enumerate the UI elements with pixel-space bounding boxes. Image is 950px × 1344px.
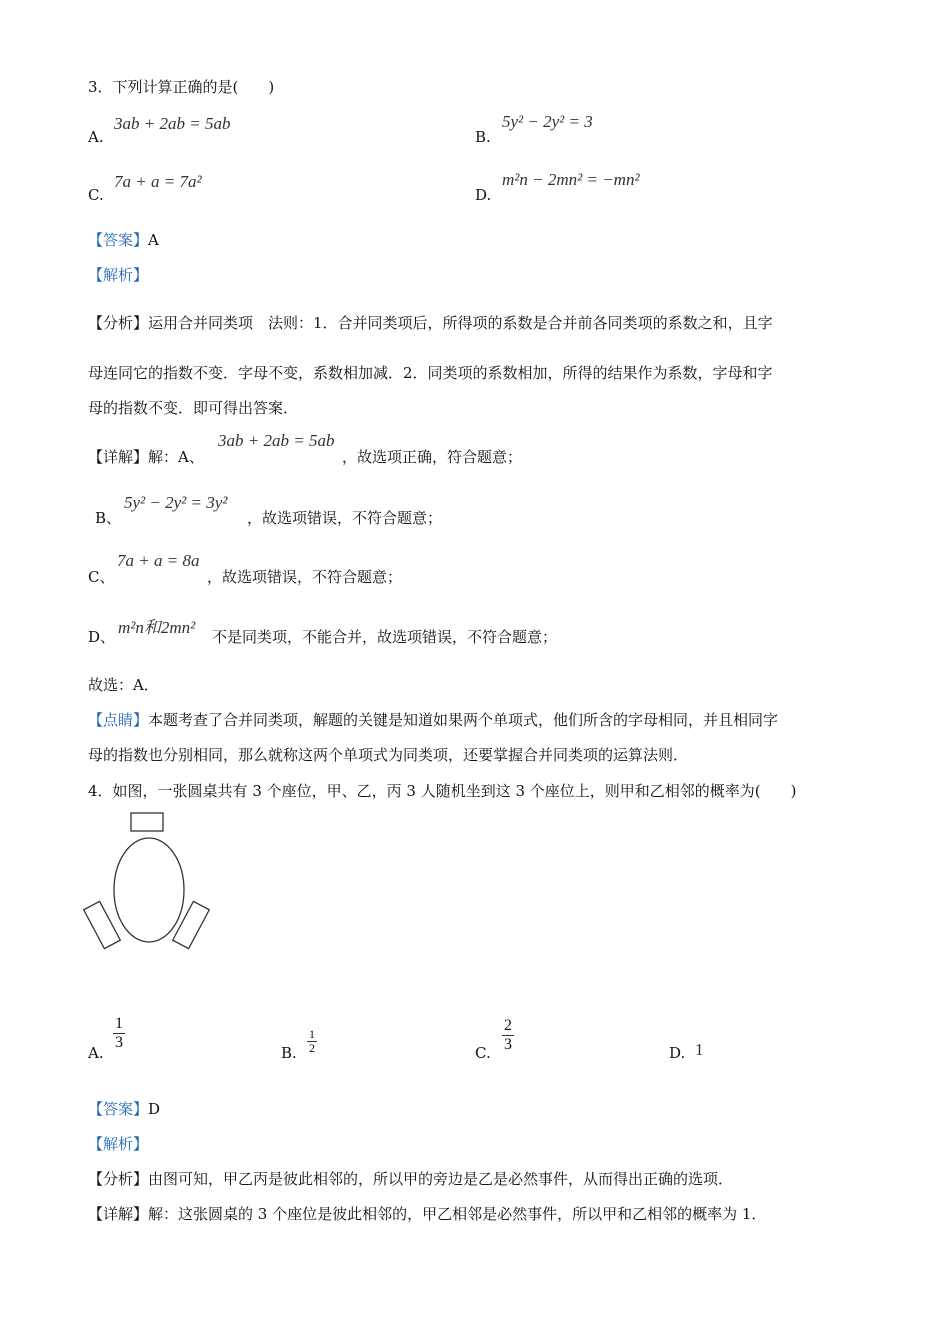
q3-detail-b-expr: 5y² − 2y² = 3y² [124, 493, 228, 512]
seat-right [173, 901, 210, 948]
q3-option-d-label: D. [475, 186, 492, 204]
q3-detail-c-suffix: ，故选项错误，不符合题意； [207, 568, 403, 586]
q4-option-a-label: A. [88, 1044, 104, 1062]
fraction-denominator: 3 [504, 1036, 512, 1053]
q4-option-c-label: C. [475, 1044, 491, 1062]
q4-fenxi [88, 1168, 733, 1190]
detail-tag: 【详解】 [88, 1205, 149, 1223]
fenxi-text: 由图可知，甲乙丙是彼此相邻的，所以甲的旁边是乙是必然事件，从而得出正确的选项． [148, 1170, 734, 1188]
answer-value: A [148, 231, 159, 249]
q3-conclusion: 故选：A． [88, 676, 159, 694]
table-ellipse [114, 838, 184, 942]
q3-answer [88, 229, 159, 251]
q3-option-b-expr: 5y² − 2y² = 3 [502, 112, 593, 131]
q3-option-a-expr: 3ab + 2ab = 5ab [114, 114, 231, 133]
q3-fenxi-line2: 母连同它的指数不变．字母不变，系数相加减．2．同类项的系数相加，所得的结果作为系数，字母和字 [88, 364, 773, 382]
q3-detail-d-expr: m²n和2mn² [118, 618, 196, 637]
q4-option-b-label: B. [281, 1044, 297, 1062]
q3-detail-a-expr: 3ab + 2ab = 5ab [218, 431, 335, 450]
q3-option-c-expr: 7a + a = 7a² [114, 172, 202, 191]
q3-stem: 3．下列计算正确的是( ) [88, 78, 275, 96]
q3-option-b-label: B. [475, 128, 491, 146]
fenxi-tag: 【分析】 [88, 314, 149, 332]
dianjing-text: 本题考查了合并同类项，解题的关键是知道如果两个单项式，他们所含的字母相同，并且相同字 [148, 711, 779, 729]
q3-detail-d-prefix: D、 [88, 628, 116, 646]
q3-dianjing-line1 [88, 709, 778, 731]
q4-option-d-value: 1 [695, 1040, 704, 1059]
seat-left [84, 901, 121, 948]
detail-tag: 【详解】 [88, 448, 149, 466]
q3-detail-a [88, 446, 204, 468]
q4-option-c-fraction [502, 1017, 514, 1054]
q3-option-a-label: A. [88, 128, 104, 146]
fraction-numerator: 1 [309, 1027, 315, 1041]
q3-detail-d-suffix: 不是同类项，不能合并，故选项错误，不符合题意； [212, 628, 558, 646]
q4-answer [88, 1098, 160, 1120]
answer-tag: 【答案】 [88, 231, 149, 249]
q4-analysis-tag: 【解析】 [88, 1135, 149, 1153]
seat-top [131, 813, 163, 831]
q4-option-a-fraction [113, 1015, 125, 1052]
fraction-numerator: 1 [115, 1015, 123, 1032]
fraction-denominator: 3 [115, 1034, 123, 1051]
q4-option-d-label: D. [669, 1044, 686, 1062]
detail-text: 解：这张圆桌的 3 个座位是彼此相邻的，甲乙相邻是必然事件，所以甲和乙相邻的概率为 1． [148, 1205, 767, 1223]
q4-option-b-fraction [307, 1028, 317, 1055]
fenxi-text: 运用合并同类项 法则：1．合并同类项后，所得项的系数是合并前各同类项的系数之和，且字 [148, 314, 773, 332]
q3-dianjing-line2: 母的指数也分别相同，那么就称这两个单项式为同类项，还要掌握合并同类项的运算法则． [88, 746, 689, 764]
q3-fenxi-line1 [88, 312, 773, 334]
q3-option-c-label: C. [88, 186, 104, 204]
detail-a-prefix: 解：A、 [148, 448, 204, 466]
q3-fenxi-line3: 母的指数不变．即可得出答案． [88, 399, 299, 417]
q3-detail-b-prefix: B、 [95, 509, 122, 527]
q3-detail-c-expr: 7a + a = 8a [117, 551, 200, 570]
q4-detail [88, 1203, 766, 1225]
round-table-figure [80, 806, 220, 956]
fraction-numerator: 2 [504, 1017, 512, 1034]
q3-detail-b-suffix: ，故选项错误，不符合题意； [247, 509, 443, 527]
q3-detail-c-prefix: C、 [88, 568, 115, 586]
q3-option-d-expr: m²n − 2mn² = −mn² [502, 170, 640, 189]
answer-value: D [148, 1100, 161, 1118]
fraction-denominator: 2 [309, 1041, 315, 1055]
dianjing-tag: 【点睛】 [88, 711, 149, 729]
fenxi-tag: 【分析】 [88, 1170, 149, 1188]
q4-stem: 4．如图，一张圆桌共有 3 个座位，甲、乙，丙 3 人随机坐到这 3 个座位上，则甲和乙相邻的概率为( ) [88, 782, 797, 800]
q3-analysis-tag: 【解析】 [88, 266, 149, 284]
q3-detail-a-suffix: ，故选项正确，符合题意； [342, 448, 523, 466]
answer-tag: 【答案】 [88, 1100, 149, 1118]
